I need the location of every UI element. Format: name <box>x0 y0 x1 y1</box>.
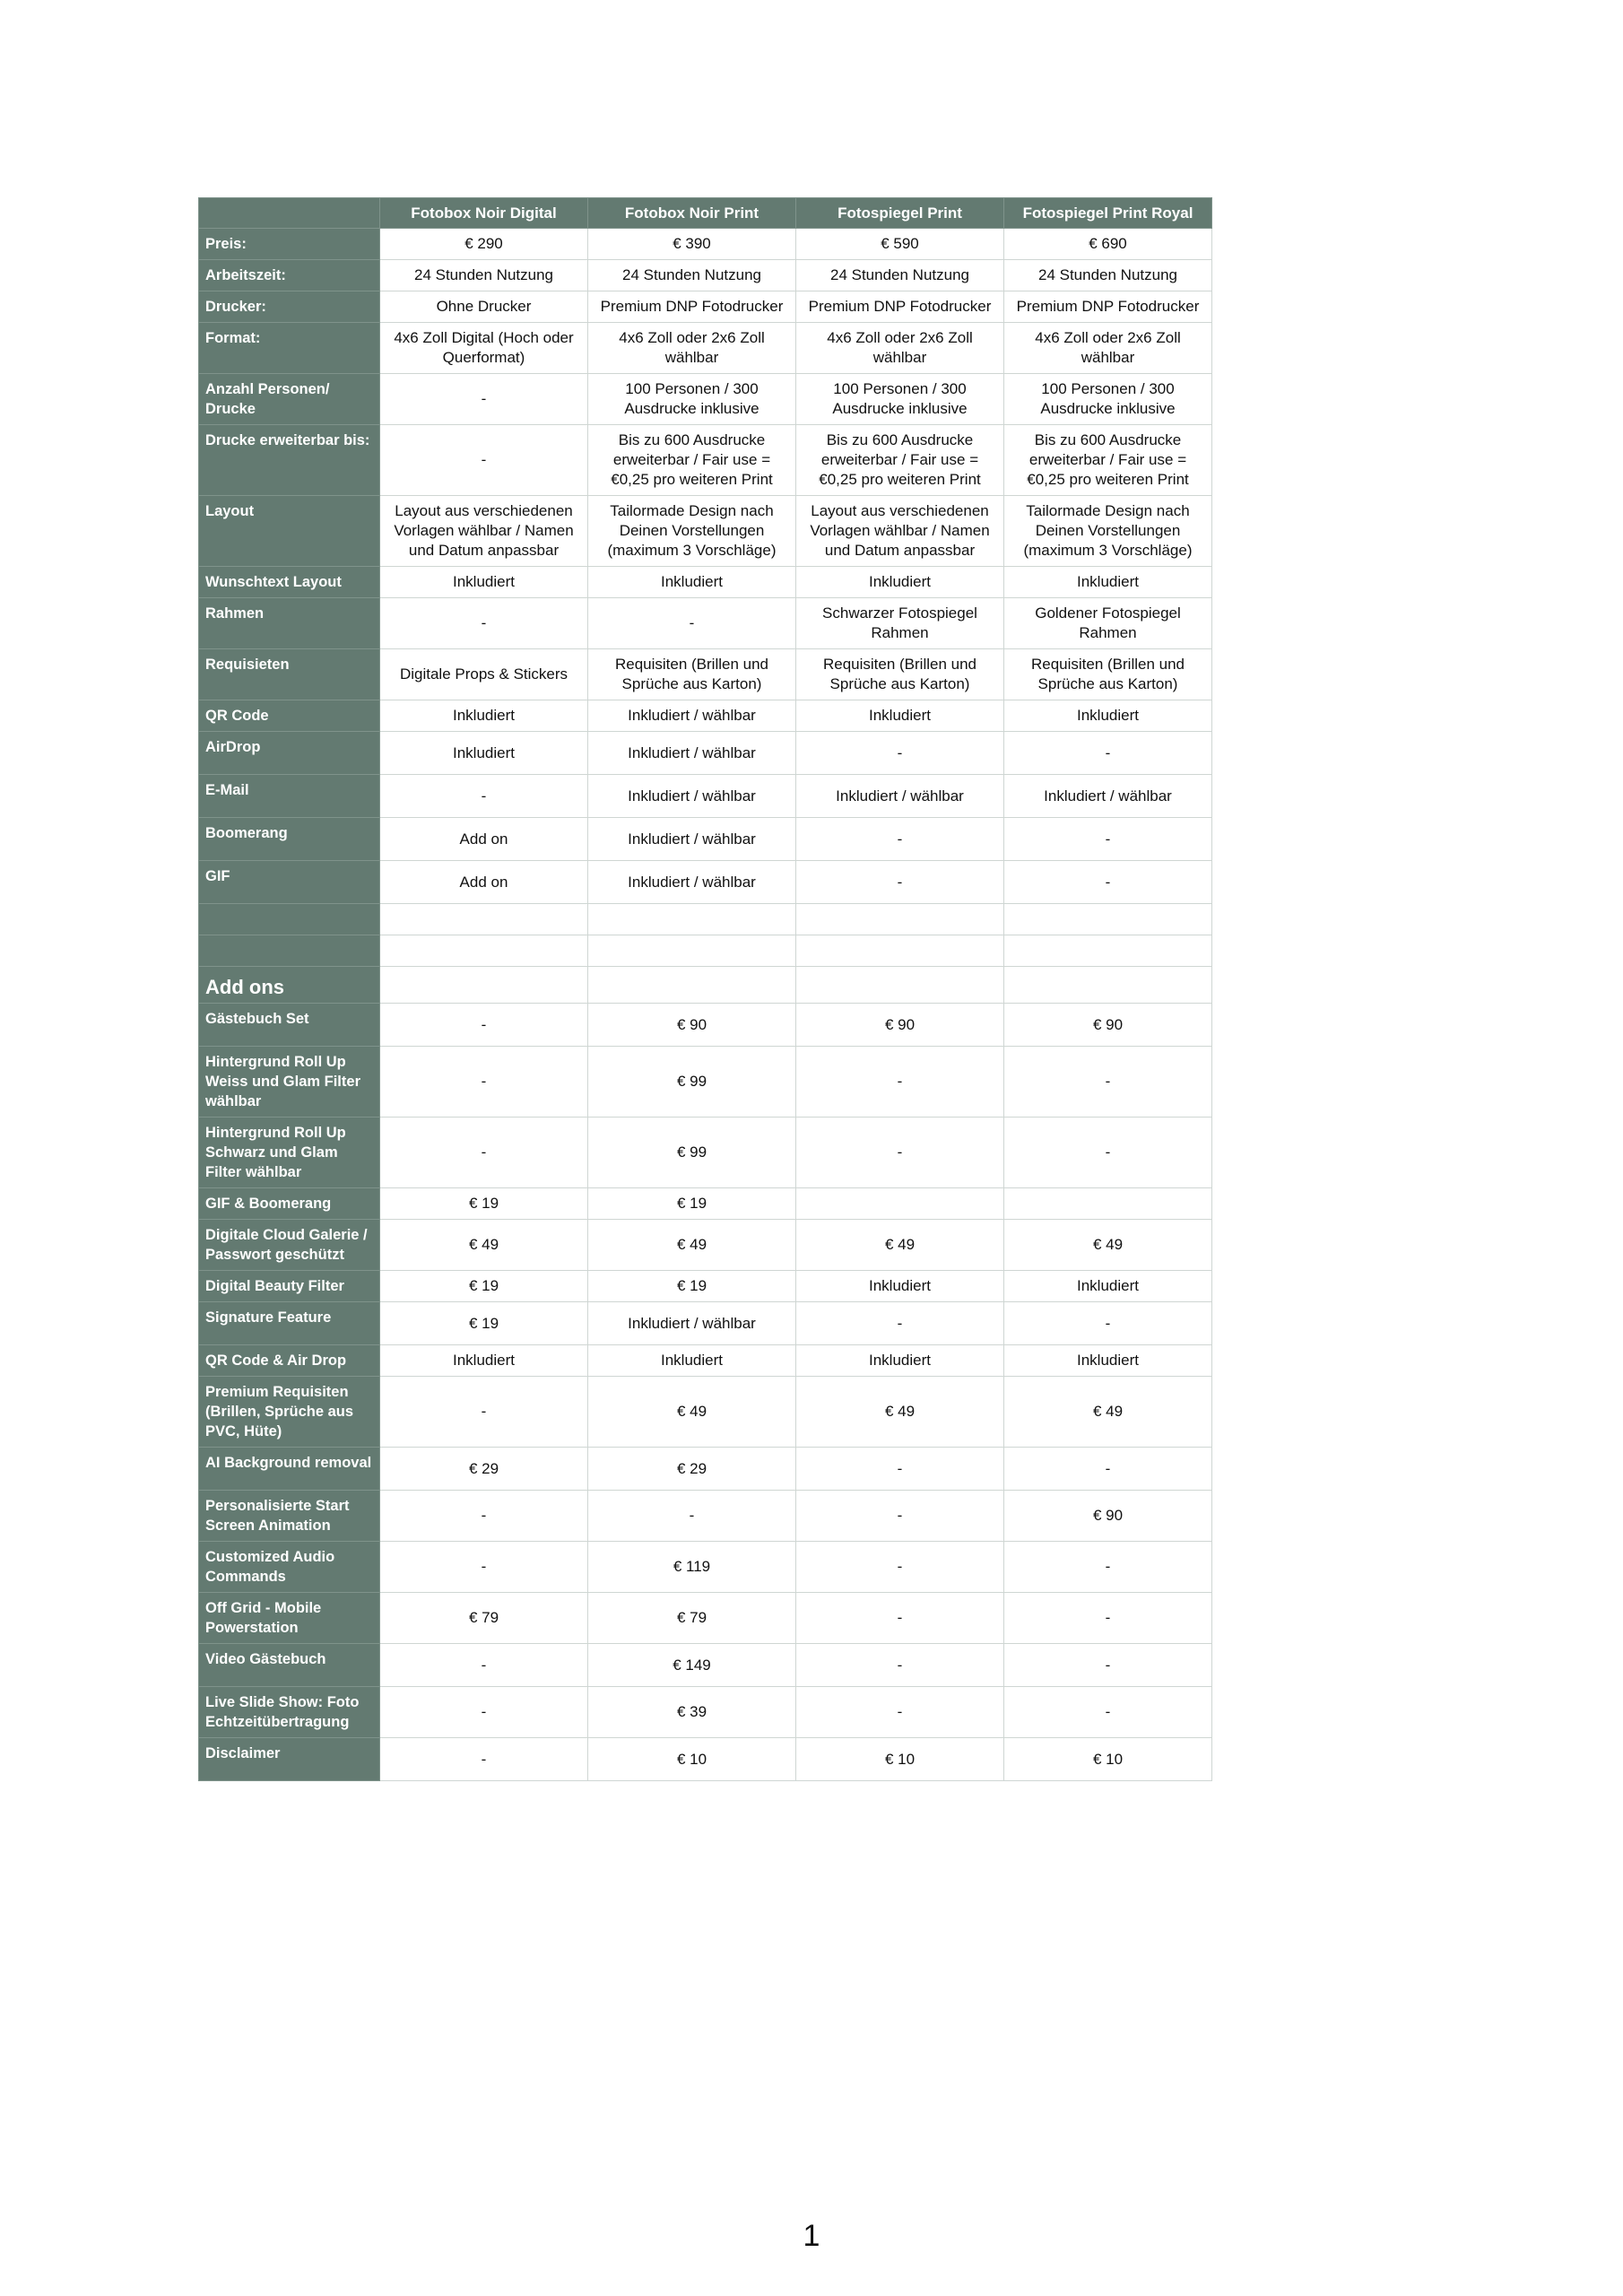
table-cell: € 10 <box>796 1738 1004 1781</box>
table-cell: Inkludiert <box>796 1345 1004 1377</box>
table-cell: Schwarzer Fotospiegel Rahmen <box>796 598 1004 649</box>
row-label: Personalisierte Start Screen Animation <box>199 1491 380 1542</box>
header-fotobox-noir-digital: Fotobox Noir Digital <box>380 198 588 229</box>
table-cell: - <box>588 598 796 649</box>
table-cell: 24 Stunden Nutzung <box>796 260 1004 291</box>
table-row <box>199 260 1212 291</box>
table-cell: Inkludiert <box>588 567 796 598</box>
table-cell: € 99 <box>588 1118 796 1188</box>
row-label: Digitale Cloud Galerie / Passwort geschützt <box>199 1220 380 1271</box>
section-title: Add ons <box>199 967 380 1004</box>
row-label <box>199 935 380 967</box>
table-cell: - <box>1004 1644 1212 1687</box>
table-cell: € 90 <box>796 1004 1004 1047</box>
table-cell: Tailormade Design nach Deinen Vorstellungen (maximum 3 Vorschläge) <box>1004 496 1212 567</box>
row-label: Customized Audio Commands <box>199 1542 380 1593</box>
row-label: Format: <box>199 323 380 374</box>
table-cell: Bis zu 600 Ausdrucke erweiterbar / Fair use = €0,25 pro weiteren Print <box>588 425 796 496</box>
table-row <box>199 1491 1212 1542</box>
row-label <box>199 904 380 935</box>
row-label: Arbeitszeit: <box>199 260 380 291</box>
table-row <box>199 700 1212 732</box>
table-cell: Inkludiert / wählbar <box>588 732 796 775</box>
table-cell: Add on <box>380 861 588 904</box>
row-label: Requisieten <box>199 649 380 700</box>
table-cell: Inkludiert <box>796 700 1004 732</box>
table-cell: € 49 <box>1004 1377 1212 1448</box>
row-label: Layout <box>199 496 380 567</box>
table-cell: Premium DNP Fotodrucker <box>588 291 796 323</box>
table-cell: - <box>1004 1047 1212 1118</box>
table-cell: € 29 <box>380 1448 588 1491</box>
table-cell: - <box>380 1118 588 1188</box>
table-cell: - <box>796 1302 1004 1345</box>
table-cell: 24 Stunden Nutzung <box>1004 260 1212 291</box>
row-label: Disclaimer <box>199 1738 380 1781</box>
table-cell: € 10 <box>1004 1738 1212 1781</box>
table-row <box>199 1542 1212 1593</box>
table-cell: - <box>796 732 1004 775</box>
table-row <box>199 1188 1212 1220</box>
table-row <box>199 1738 1212 1781</box>
table-row <box>199 732 1212 775</box>
table-cell: € 19 <box>380 1188 588 1220</box>
table-row <box>199 775 1212 818</box>
table-cell: - <box>1004 861 1212 904</box>
table-cell: € 19 <box>588 1188 796 1220</box>
row-label: Drucke erweiterbar bis: <box>199 425 380 496</box>
table-cell: Inkludiert <box>380 567 588 598</box>
row-label: Drucker: <box>199 291 380 323</box>
table-body <box>199 229 1212 1781</box>
table-cell: Bis zu 600 Ausdrucke erweiterbar / Fair use = €0,25 pro weiteren Print <box>796 425 1004 496</box>
table-cell <box>1004 967 1212 1004</box>
table-cell: € 49 <box>588 1220 796 1271</box>
table-cell: - <box>588 1491 796 1542</box>
table-cell: € 99 <box>588 1047 796 1118</box>
table-row <box>199 935 1212 967</box>
table-cell <box>1004 904 1212 935</box>
table-cell: Bis zu 600 Ausdrucke erweiterbar / Fair use = €0,25 pro weiteren Print <box>1004 425 1212 496</box>
table-cell: € 90 <box>588 1004 796 1047</box>
table-cell: - <box>796 861 1004 904</box>
table-cell: Digitale Props & Stickers <box>380 649 588 700</box>
row-label: Video Gästebuch <box>199 1644 380 1687</box>
table-row <box>199 1448 1212 1491</box>
row-label: Gästebuch Set <box>199 1004 380 1047</box>
table-cell: - <box>796 1644 1004 1687</box>
table-cell: 4x6 Zoll oder 2x6 Zoll wählbar <box>1004 323 1212 374</box>
table-cell <box>1004 1188 1212 1220</box>
row-label: GIF & Boomerang <box>199 1188 380 1220</box>
table-cell <box>796 935 1004 967</box>
row-label: Signature Feature <box>199 1302 380 1345</box>
table-cell: € 49 <box>1004 1220 1212 1271</box>
table-row <box>199 1118 1212 1188</box>
table-cell <box>588 967 796 1004</box>
table-row <box>199 1687 1212 1738</box>
table-cell: € 49 <box>796 1377 1004 1448</box>
table-row <box>199 818 1212 861</box>
table-row <box>199 1004 1212 1047</box>
table-cell: - <box>796 1593 1004 1644</box>
row-label: Hintergrund Roll Up Weiss und Glam Filter wählbar <box>199 1047 380 1118</box>
table-cell: € 290 <box>380 229 588 260</box>
table-row <box>199 1377 1212 1448</box>
table-cell: - <box>380 1542 588 1593</box>
table-cell: - <box>1004 1542 1212 1593</box>
table-cell: € 49 <box>796 1220 1004 1271</box>
header-row <box>199 198 1212 229</box>
table-cell: Inkludiert <box>380 700 588 732</box>
table-cell: - <box>380 1047 588 1118</box>
pricing-table <box>198 197 1212 1781</box>
table-cell: Inkludiert <box>1004 1271 1212 1302</box>
table-cell: - <box>1004 1118 1212 1188</box>
table-cell: 100 Personen / 300 Ausdrucke inklusive <box>796 374 1004 425</box>
table-cell: Inkludiert / wählbar <box>1004 775 1212 818</box>
header-fotobox-noir-print: Fotobox Noir Print <box>588 198 796 229</box>
table-cell: Ohne Drucker <box>380 291 588 323</box>
table-cell <box>1004 935 1212 967</box>
table-cell: Inkludiert <box>380 1345 588 1377</box>
table-cell: - <box>796 1047 1004 1118</box>
table-cell: 100 Personen / 300 Ausdrucke inklusive <box>588 374 796 425</box>
table-cell: 24 Stunden Nutzung <box>588 260 796 291</box>
table-cell: - <box>1004 1687 1212 1738</box>
table-cell: € 79 <box>588 1593 796 1644</box>
header-corner <box>199 198 380 229</box>
row-label: QR Code <box>199 700 380 732</box>
table-cell: - <box>380 1687 588 1738</box>
row-label: Rahmen <box>199 598 380 649</box>
table-cell: - <box>380 775 588 818</box>
table-cell <box>796 967 1004 1004</box>
table-cell: - <box>380 1004 588 1047</box>
table-cell: Requisiten (Brillen und Sprüche aus Karton) <box>1004 649 1212 700</box>
row-label: Hintergrund Roll Up Schwarz und Glam Filter wählbar <box>199 1118 380 1188</box>
table-cell: € 90 <box>1004 1004 1212 1047</box>
table-cell: Inkludiert / wählbar <box>796 775 1004 818</box>
table-cell: 4x6 Zoll oder 2x6 Zoll wählbar <box>588 323 796 374</box>
table-row <box>199 1345 1212 1377</box>
table-cell: - <box>1004 818 1212 861</box>
table-cell <box>588 935 796 967</box>
table-row <box>199 323 1212 374</box>
section-header-row <box>199 967 1212 1004</box>
table-cell: - <box>380 425 588 496</box>
table-row <box>199 496 1212 567</box>
table-cell: Inkludiert <box>380 732 588 775</box>
table-cell: Requisiten (Brillen und Sprüche aus Karton) <box>588 649 796 700</box>
table-cell: € 49 <box>588 1377 796 1448</box>
table-row <box>199 904 1212 935</box>
table-cell: € 39 <box>588 1687 796 1738</box>
table-cell: - <box>1004 1302 1212 1345</box>
table-row <box>199 861 1212 904</box>
table-cell: - <box>1004 1448 1212 1491</box>
table-cell: 4x6 Zoll oder 2x6 Zoll wählbar <box>796 323 1004 374</box>
table-cell: - <box>1004 732 1212 775</box>
table-cell: € 79 <box>380 1593 588 1644</box>
table-cell: € 10 <box>588 1738 796 1781</box>
table-cell: Inkludiert / wählbar <box>588 861 796 904</box>
row-label: Digital Beauty Filter <box>199 1271 380 1302</box>
row-label: E-Mail <box>199 775 380 818</box>
table-cell: - <box>796 1448 1004 1491</box>
table-cell: - <box>796 1687 1004 1738</box>
table-cell: Add on <box>380 818 588 861</box>
table-cell: € 390 <box>588 229 796 260</box>
table-row <box>199 598 1212 649</box>
row-label: Anzahl Personen/ Drucke <box>199 374 380 425</box>
table-cell: Inkludiert <box>588 1345 796 1377</box>
table-cell: - <box>380 374 588 425</box>
table-cell <box>380 904 588 935</box>
table-cell: - <box>380 1738 588 1781</box>
table-cell: € 49 <box>380 1220 588 1271</box>
table-row <box>199 1644 1212 1687</box>
table-cell <box>796 1188 1004 1220</box>
table-row <box>199 229 1212 260</box>
table-cell <box>380 967 588 1004</box>
table-cell: € 690 <box>1004 229 1212 260</box>
table-cell: - <box>380 1491 588 1542</box>
table-row <box>199 1302 1212 1345</box>
row-label: Live Slide Show: Foto Echtzeitübertragung <box>199 1687 380 1738</box>
table-cell: € 19 <box>380 1302 588 1345</box>
row-label: Preis: <box>199 229 380 260</box>
table-row <box>199 374 1212 425</box>
table-cell: - <box>796 1542 1004 1593</box>
table-cell: Layout aus verschiedenen Vorlagen wählbar / Namen und Datum anpassbar <box>380 496 588 567</box>
row-label: AI Background removal <box>199 1448 380 1491</box>
table-cell: - <box>1004 1593 1212 1644</box>
table-cell: Requisiten (Brillen und Sprüche aus Karton) <box>796 649 1004 700</box>
table-cell: Premium DNP Fotodrucker <box>796 291 1004 323</box>
table-row <box>199 291 1212 323</box>
table-cell: Inkludiert / wählbar <box>588 775 796 818</box>
table-cell: Inkludiert <box>796 567 1004 598</box>
table-row <box>199 1271 1212 1302</box>
table-row <box>199 425 1212 496</box>
table-cell: 24 Stunden Nutzung <box>380 260 588 291</box>
table-cell: Layout aus verschiedenen Vorlagen wählbar / Namen und Datum anpassbar <box>796 496 1004 567</box>
table-cell: - <box>796 1491 1004 1542</box>
table-cell: Inkludiert <box>1004 700 1212 732</box>
table-row <box>199 1593 1212 1644</box>
table-cell: € 90 <box>1004 1491 1212 1542</box>
table-cell: € 119 <box>588 1542 796 1593</box>
table-cell: Inkludiert / wählbar <box>588 1302 796 1345</box>
table-cell: € 590 <box>796 229 1004 260</box>
table-row <box>199 1047 1212 1118</box>
table-cell: € 149 <box>588 1644 796 1687</box>
page-number: 1 <box>803 2219 820 2253</box>
row-label: GIF <box>199 861 380 904</box>
table-cell: € 19 <box>588 1271 796 1302</box>
table-cell: - <box>380 598 588 649</box>
table-cell <box>380 935 588 967</box>
row-label: AirDrop <box>199 732 380 775</box>
table-cell <box>588 904 796 935</box>
table-cell: Tailormade Design nach Deinen Vorstellungen (maximum 3 Vorschläge) <box>588 496 796 567</box>
header-fotospiegel-print-royal: Fotospiegel Print Royal <box>1004 198 1212 229</box>
row-label: Boomerang <box>199 818 380 861</box>
table-cell: Inkludiert <box>1004 1345 1212 1377</box>
row-label: Premium Requisiten (Brillen, Sprüche aus PVC, Hüte) <box>199 1377 380 1448</box>
table-cell <box>796 904 1004 935</box>
table-cell: - <box>380 1377 588 1448</box>
header-fotospiegel-print: Fotospiegel Print <box>796 198 1004 229</box>
row-label: Off Grid - Mobile Powerstation <box>199 1593 380 1644</box>
table-cell: - <box>796 1118 1004 1188</box>
table-cell: Premium DNP Fotodrucker <box>1004 291 1212 323</box>
table-cell: Inkludiert / wählbar <box>588 700 796 732</box>
table-row <box>199 567 1212 598</box>
table-cell: - <box>380 1644 588 1687</box>
row-label: Wunschtext Layout <box>199 567 380 598</box>
table-cell: Inkludiert <box>796 1271 1004 1302</box>
table-cell: Inkludiert / wählbar <box>588 818 796 861</box>
table-cell: Inkludiert <box>1004 567 1212 598</box>
table-cell: 4x6 Zoll Digital (Hoch oder Querformat) <box>380 323 588 374</box>
table-cell: € 19 <box>380 1271 588 1302</box>
row-label: QR Code & Air Drop <box>199 1345 380 1377</box>
table-row <box>199 1220 1212 1271</box>
table-cell: - <box>796 818 1004 861</box>
table-row <box>199 649 1212 700</box>
table-cell: Goldener Fotospiegel Rahmen <box>1004 598 1212 649</box>
table-cell: € 29 <box>588 1448 796 1491</box>
table-cell: 100 Personen / 300 Ausdrucke inklusive <box>1004 374 1212 425</box>
